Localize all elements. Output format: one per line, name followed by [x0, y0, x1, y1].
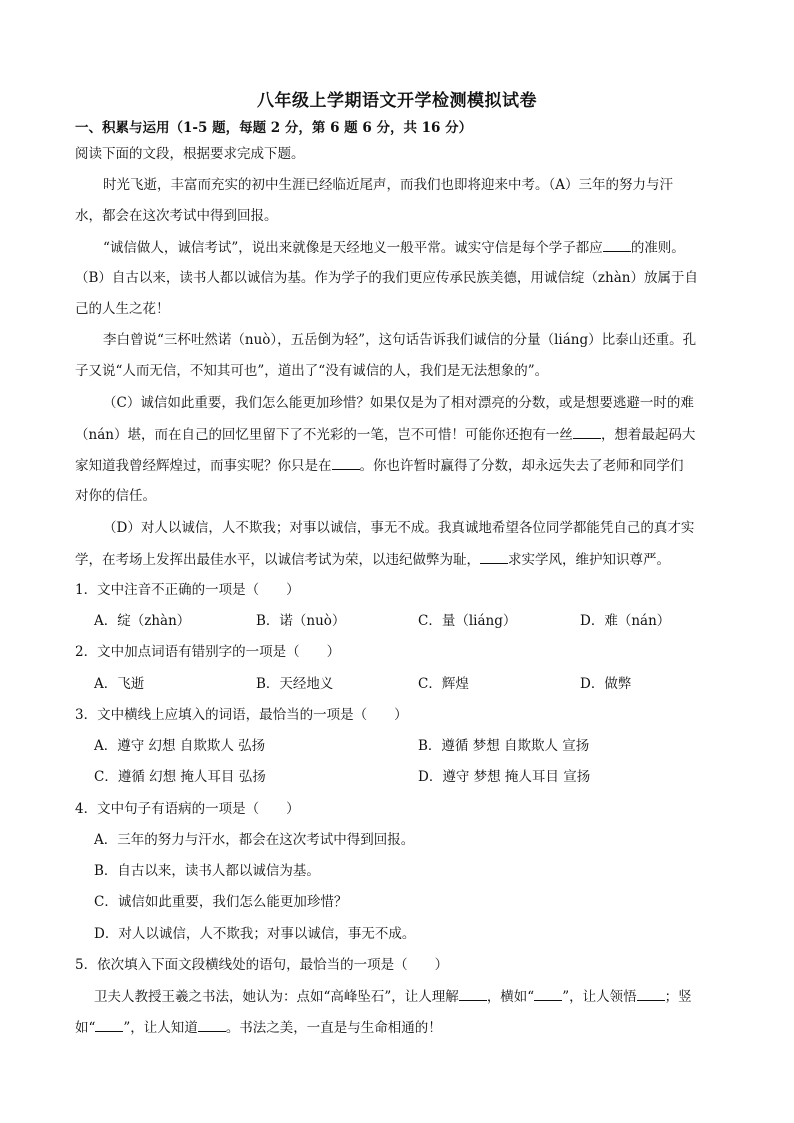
passage-text: 家知道我曾经辉煌过，而事实呢？你只是在: [75, 458, 332, 474]
passage-line: 水，都会在这次考试中得到回报。: [75, 208, 278, 224]
option-d: D．难（nán）: [580, 613, 671, 629]
fill-blank: [573, 425, 601, 439]
section-heading: 一、积累与运用（1-5 题，每题 2 分，第 6 题 6 分，共 16 分）: [75, 120, 473, 136]
passage-text: （nán）堪，而在自己的回忆里留下了不光彩的一笔，岂不可惜！可能你还抱有一丝: [75, 427, 573, 443]
page-title: 八年级上学期语文开学检测模拟试卷: [257, 91, 537, 111]
passage-line: [75, 456, 684, 475]
fill-blank: [603, 238, 631, 252]
option-a: A．飞逝: [94, 676, 145, 692]
passage-text: ，想着最起码大: [600, 427, 696, 443]
passage-text: ；竖: [664, 989, 692, 1005]
passage-line: 李白曾说“三杯吐然诺（nuò），五岳倒为轻”，这句话告诉我们诚信的分量（liáng）比泰山还重。孔: [103, 332, 697, 348]
passage-line: （D）对人以诚信，人不欺我；对事以诚信，事无不成。我真诚地希望各位同学都能凭自己的真才实: [103, 520, 695, 536]
passage-text: 的准则。: [630, 240, 685, 256]
question-stem: 2．文中加点词语有错别字的一项是（ ）: [75, 644, 341, 660]
question-stem: 5．依次填入下面文段横线处的语句，最恰当的一项是（ ）: [75, 957, 449, 973]
passage-line: 己的人生之花！: [75, 301, 170, 317]
passage-line: [75, 425, 695, 444]
passage-text: 。书法之美，一直是与生命相通的！: [225, 1020, 442, 1036]
question-stem: 4．文中句子有语病的一项是（ ）: [75, 801, 300, 817]
section-instruction: 阅读下面的文段，根据要求完成下题。: [75, 146, 305, 162]
passage-line: [75, 1018, 442, 1037]
passage-line: （C）诚信如此重要，我们怎么能更加珍惜？如果仅是为了相对漂亮的分数，或是想要逃避一时的难: [103, 395, 694, 411]
fill-blank: [459, 987, 487, 1001]
question-stem: 1．文中注音不正确的一项是（ ）: [75, 582, 300, 598]
option-c: C．遵循 幻想 掩人耳目 弘扬: [94, 769, 266, 785]
fill-blank: [332, 456, 360, 470]
option-c: C．量（liáng）: [418, 613, 517, 629]
passage-text: ”，让人知道: [123, 1020, 198, 1036]
passage-text: 卫夫人教授王羲之书法，她认为：点如“高峰坠石”，让人理解: [94, 989, 459, 1005]
passage-line: [75, 550, 670, 569]
passage-text: ”，让人领悟: [562, 989, 637, 1005]
option-c: C．辉煌: [418, 676, 469, 692]
passage-line: [94, 987, 692, 1006]
passage-line: [103, 238, 685, 257]
passage-text: ，横如“: [486, 989, 535, 1005]
fill-blank: [534, 987, 562, 1001]
passage-line: 子又说“人而无信，不知其可也”，道出了“没有诚信的人，我们是无法想象的”。: [75, 363, 549, 379]
option-c: C．诚信如此重要，我们怎么能更加珍惜？: [94, 894, 348, 910]
question-stem: 3．文中横线上应填入的词语，最恰当的一项是（ ）: [75, 707, 408, 723]
fill-blank: [198, 1018, 226, 1032]
passage-text: 学，在考场上发挥出最佳水平，以诚信考试为荣，以违纪做弊为耻，: [75, 552, 480, 568]
option-a: A．三年的努力与汗水，都会在这次考试中得到回报。: [94, 832, 415, 848]
option-d: D．遵守 梦想 掩人耳目 宣扬: [418, 769, 591, 785]
option-b: B．诺（nuò）: [256, 613, 346, 629]
option-a: A．绽（zhàn）: [94, 613, 191, 629]
passage-line: 对你的信任。: [75, 488, 156, 504]
option-a: A．遵守 幻想 自欺欺人 弘扬: [94, 738, 266, 754]
option-d: D．做弊: [580, 676, 632, 692]
passage-text: “诚信做人，诚信考试”，说出来就像是天经地义一般平常。诚实守信是每个学子都应: [103, 240, 603, 256]
passage-text: 如“: [75, 1020, 96, 1036]
passage-text: 。你也许暂时赢得了分数，却永远失去了老师和同学们: [359, 458, 684, 474]
option-b: B．遵循 梦想 自欺欺人 宣扬: [418, 738, 590, 754]
option-d: D．对人以诚信，人不欺我；对事以诚信，事无不成。: [94, 926, 416, 942]
option-b: B．自古以来，读书人都以诚信为基。: [94, 863, 320, 879]
passage-text: 求实学风，维护知识尊严。: [508, 552, 670, 568]
passage-line: 时光飞逝，丰富而充实的初中生涯已经临近尾声，而我们也即将迎来中考。（A）三年的努力与汗: [103, 177, 673, 193]
passage-line: （B）自古以来，读书人都以诚信为基。作为学子的我们更应传承民族美德，用诚信绽（zhàn）放属于自: [75, 270, 698, 286]
option-b: B．天经地义: [256, 676, 334, 692]
fill-blank: [480, 550, 508, 564]
fill-blank: [637, 987, 665, 1001]
fill-blank: [95, 1018, 123, 1032]
